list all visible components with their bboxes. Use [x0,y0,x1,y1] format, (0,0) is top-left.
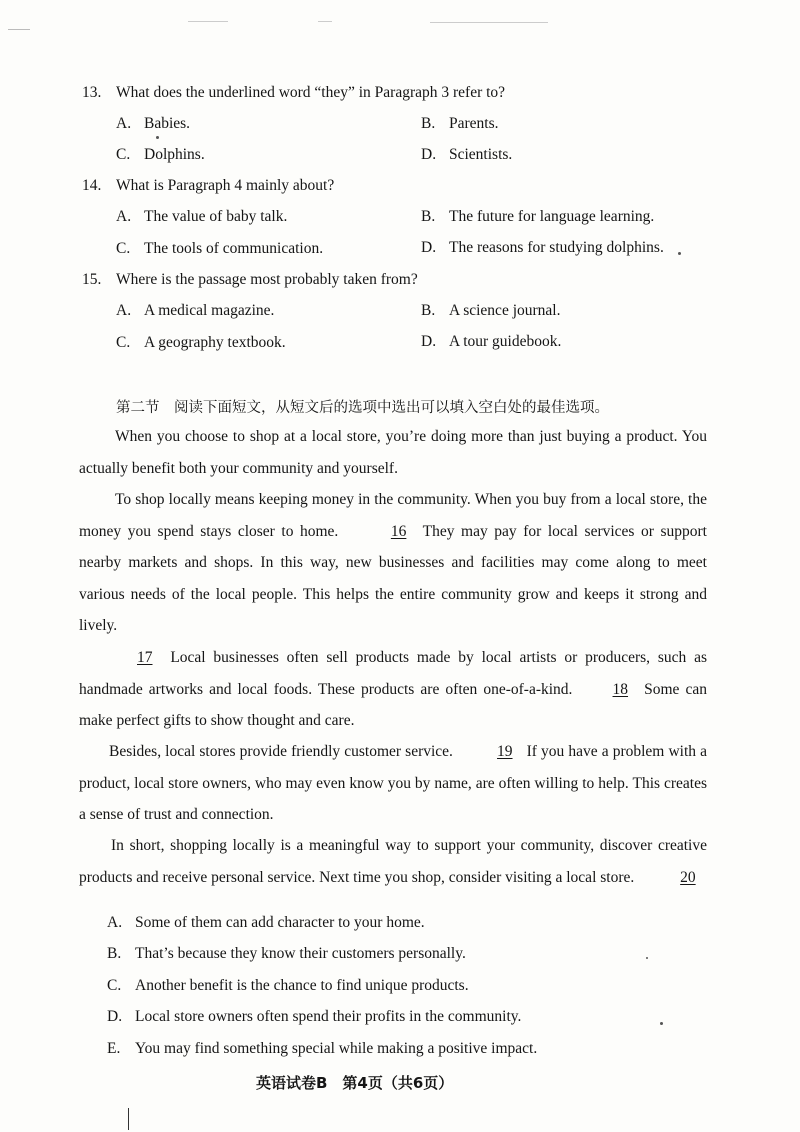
option-letter: A. [116,115,132,132]
option-letter: A. [116,208,132,225]
option-13-c [116,146,205,164]
option-letter: D. [421,333,437,350]
option-13-d [421,146,512,164]
paragraph-text: Local businesses often sell products made by local artists or producers, such as handmade artworks and local foods. These products are often one-of-a-kind. [79,649,708,698]
option-14-b [421,208,654,226]
option-13-a [116,115,190,133]
scan-mark [318,21,332,22]
option-letter: C. [107,977,122,994]
option-15-d [421,333,561,351]
blank-19: 19 [497,743,513,760]
option-text: Local store owners often spend their profits in the community. [135,1008,522,1025]
option-text: Parents. [449,115,499,132]
option-letter: C. [116,146,131,163]
option-letter: E. [107,1040,121,1057]
option-text: A medical magazine. [144,302,275,319]
question-14 [82,177,334,195]
blank-17: 17 [137,649,153,666]
question-text: What does the underlined word “they” in Paragraph 3 refer to? [116,84,506,101]
option-letter: D. [421,146,437,163]
option-letter: A. [107,914,123,931]
question-number: 13. [82,84,102,101]
option-text: Babies. [144,115,191,132]
answer-option-e [107,1040,537,1058]
option-15-b [421,302,560,320]
question-13 [82,84,505,102]
question-text: What is Paragraph 4 mainly about? [116,177,335,194]
option-15-c [116,334,286,352]
blank-20: 20 [680,868,696,886]
scan-speck [646,957,648,959]
paragraph-text: In short, shopping locally is a meaningful way to support your community, discover creative products and receive personal service. Next time you shop, consider visiting a local store. [79,837,707,886]
option-text: Scientists. [449,146,513,163]
option-text: The tools of communication. [144,240,324,257]
option-text: A geography textbook. [144,334,286,351]
option-letter: D. [421,239,437,256]
option-14-a [116,208,287,226]
option-14-d [421,239,664,257]
paragraph-text: They may pay for local services or support nearby markets and shops. In this way, new businesses and facilities may come along to meet various needs of the local people. This helps the entire community grow and keeps it strong and lively. [79,522,707,634]
option-letter: B. [421,115,436,132]
paragraph-text: If you have a problem with a product, local store owners, who may even know you by name, are often willing to help. This creates a sense of trust and connection. [79,743,707,823]
paragraph-text: Besides, local stores provide friendly customer service. [109,743,453,760]
passage-paragraph-1: When you choose to shop at a local store, you’re doing more than just buying a product. You actually benefit both your community and yourself. [79,428,707,477]
option-text: The value of baby talk. [144,208,288,225]
answer-option-b [107,945,466,963]
question-number: 15. [82,271,102,288]
page-footer: 英语试卷B 第4页（共6页） [256,1074,454,1092]
option-letter: B. [421,208,436,225]
scan-speck [678,252,681,255]
option-letter: C. [116,334,131,351]
option-letter: B. [421,302,436,319]
option-text: Dolphins. [144,146,205,163]
option-letter: C. [116,240,131,257]
option-text: You may find something special while making a positive impact. [135,1040,538,1057]
option-letter: A. [116,302,132,319]
answer-option-d [107,1008,521,1026]
option-text: The future for language learning. [449,208,655,225]
question-15 [82,271,418,289]
scan-mark [188,21,228,22]
option-text: A science journal. [449,302,561,319]
option-14-c [116,240,323,258]
option-15-a [116,302,274,320]
option-text: Another benefit is the chance to find unique products. [135,977,469,994]
option-letter: D. [107,1008,123,1025]
passage-paragraph-2 [79,484,707,642]
answer-option-a [107,914,425,932]
blank-16: 16 [390,522,407,540]
option-letter: B. [107,945,122,962]
question-number: 14. [82,177,102,194]
passage-paragraph-4 [79,736,707,831]
scan-mark [8,29,30,30]
question-text: Where is the passage most probably taken from? [116,271,418,288]
answer-option-c [107,977,469,995]
paragraph-text: Some can make perfect gifts to show thought and care. [79,680,708,729]
option-text: The reasons for studying dolphins. [449,239,664,256]
passage-paragraph-5 [79,830,707,893]
option-text: Some of them can add character to your home. [135,914,425,931]
paragraph-text: To shop locally means keeping money in the community. When you buy from a local store, the money you spend stays closer to home. [79,491,707,540]
scan-speck [660,1022,663,1025]
passage-paragraph-3 [79,642,707,737]
scan-mark [128,1108,129,1130]
option-text: That’s because they know their customers personally. [135,945,466,962]
option-text: A tour guidebook. [449,333,562,350]
section-heading: 第二节 阅读下面短文，从短文后的选项中选出可以填入空白处的最佳选项。 [116,400,609,416]
blank-18: 18 [612,680,629,698]
option-13-b [421,115,499,133]
scan-mark [430,22,548,23]
scan-speck [156,136,159,139]
